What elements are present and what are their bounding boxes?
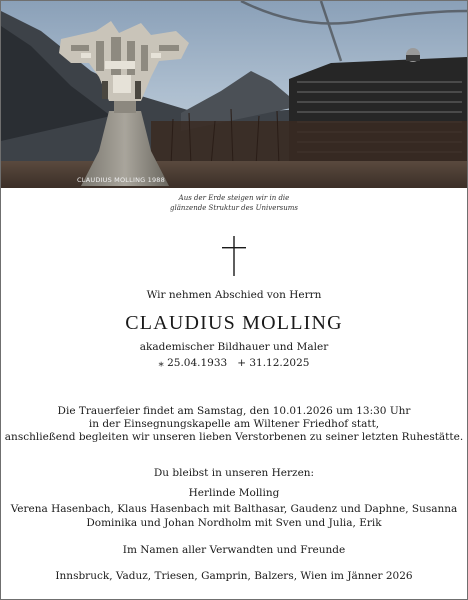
birth-date: ⁎ 25.04.1933 (158, 357, 228, 369)
funeral-line-1: Die Trauerfeier findet am Samstag, den 10.01.2026 um 13:30 Uhr (57, 405, 411, 417)
place-date-line: Innsbruck, Vaduz, Triesen, Gamprin, Balzers, Wien im Jänner 2026 (55, 570, 413, 582)
deceased-name: CLAUDIUS MOLLING (125, 312, 343, 334)
mourners-line-1: Verena Hasenbach, Klaus Hasenbach mit Balthasar, Gaudenz und Daphne, Susanna (10, 503, 458, 515)
funeral-line-3: anschließend begleiten wir unseren lieben Verstorbenen zu seiner letzten Ruhestätte. (4, 431, 464, 443)
mourner-primary: Herlinde Molling (188, 487, 280, 499)
header-photo (1, 1, 467, 188)
life-dates (0, 357, 468, 369)
photo-credit: CLAUDIUS MOLLING 1988 (77, 176, 165, 184)
quote-line-2: glänzende Struktur des Universums (169, 204, 299, 212)
mourners-heading: Du bleibst in unseren Herzen: (153, 467, 315, 479)
quote-line-1: Aus der Erde steigen wir in die (178, 194, 290, 202)
death-date: + 31.12.2025 (237, 357, 310, 369)
cross-icon (221, 236, 247, 276)
farewell-intro: Wir nehmen Abschied von Herrn (146, 289, 322, 301)
funeral-line-2: in der Einsegnungskapelle am Wiltener Friedhof statt, (88, 418, 380, 430)
deceased-profession: akademischer Bildhauer und Maler (139, 341, 329, 353)
on-behalf-line: Im Namen aller Verwandten und Freunde (122, 544, 346, 556)
mourners-line-2: Dominika und Johan Nordholm mit Sven und Julia, Erik (86, 517, 382, 529)
